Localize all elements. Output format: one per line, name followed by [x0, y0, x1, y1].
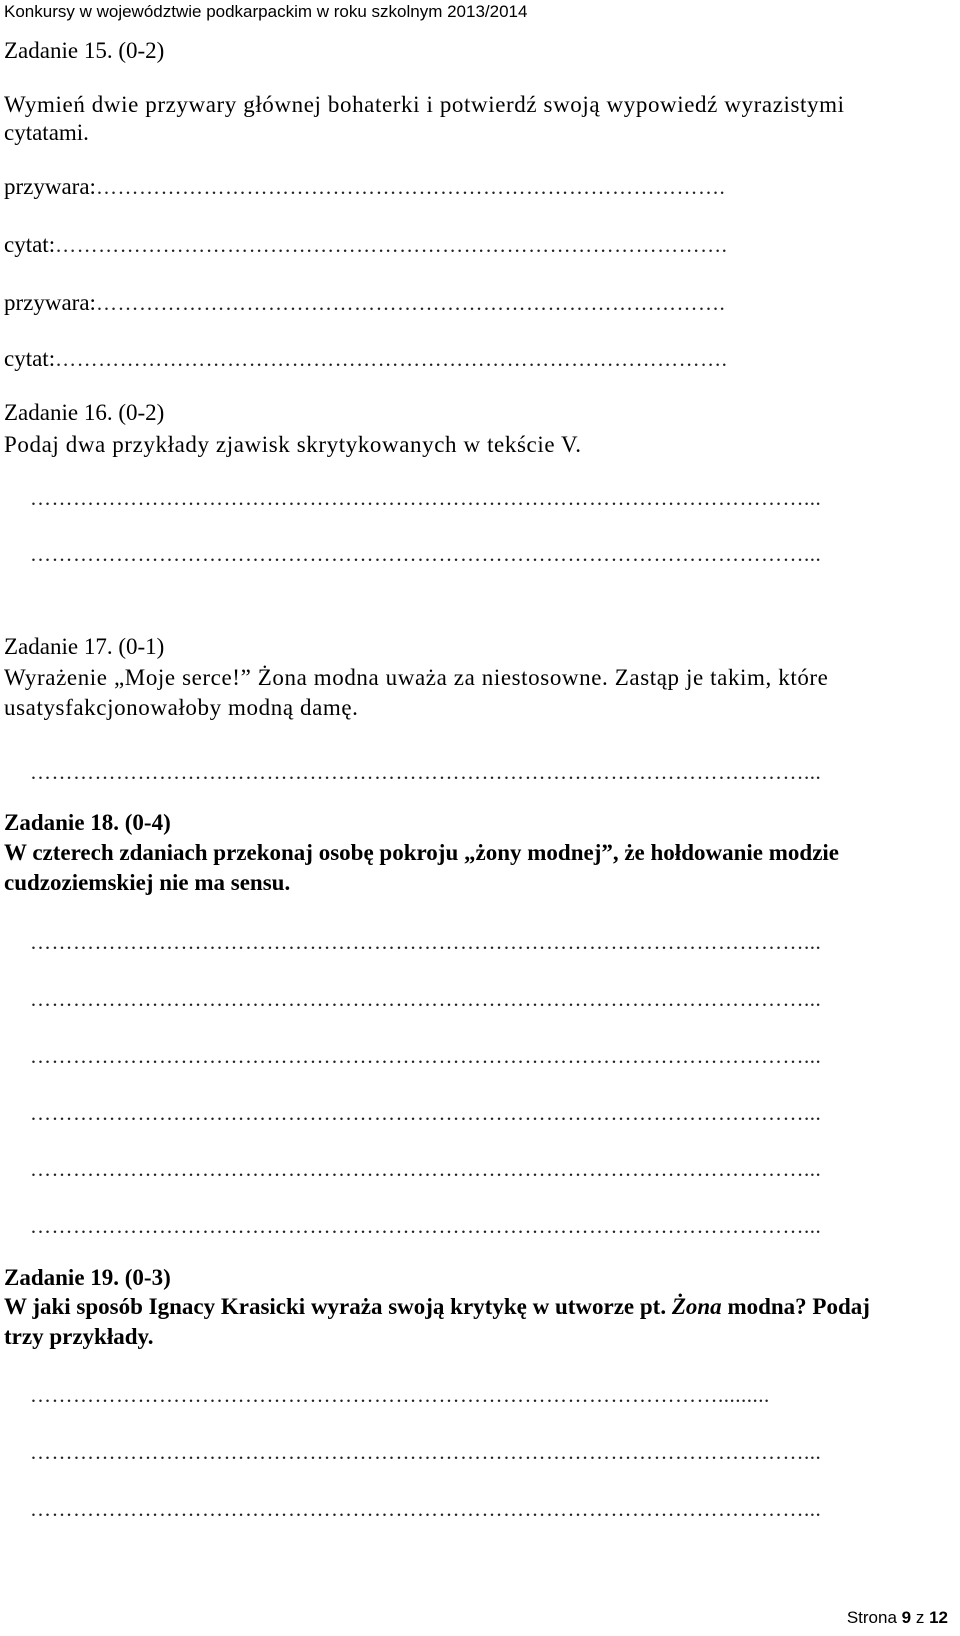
task18-answer-line-1[interactable]: ………………………………………………………………………………………………...	[30, 930, 822, 954]
task16-title: Zadanie 16. (0-2)	[4, 400, 165, 425]
page-prefix: Strona	[846, 1608, 897, 1627]
task19-instruction-title-italic: Żona	[671, 1294, 722, 1319]
task18-answer-line-2[interactable]: ………………………………………………………………………………………………...	[30, 987, 822, 1011]
task18-answer-line-5[interactable]: ………………………………………………………………………………………………...	[30, 1157, 822, 1181]
task16-instruction: Podaj dwa przykłady zjawisk skrytykowanych w tekście V.	[4, 432, 582, 457]
page-separator: z	[915, 1608, 925, 1627]
quote2-label: cytat:	[4, 346, 56, 371]
flaw2-dotted-field[interactable]: …………………………………………………………………………….	[95, 291, 726, 315]
task19-answer-line-3[interactable]: ………………………………………………………………………………………………...	[30, 1497, 822, 1521]
task17-instruction-line2: usatysfakcjonowałoby modną damę.	[4, 695, 359, 720]
flaw1-label: przywara:	[4, 174, 96, 199]
task19-answer-line-1[interactable]: …………………………………………………………………………………….........	[30, 1383, 770, 1407]
task17-instruction-line1: Wyrażenie „Moje serce!” Żona modna uważa za niestosowne. Zastąp je takim, które	[4, 665, 829, 690]
task18-instruction-line1: W czterech zdaniach przekonaj osobę pokroju „żony modnej”, że hołdowanie modzie	[4, 840, 839, 865]
page-total: 12	[929, 1608, 948, 1627]
task19-answer-line-2[interactable]: ………………………………………………………………………………………………...	[30, 1440, 822, 1464]
task18-instruction-line2: cudzoziemskiej nie ma sensu.	[4, 870, 291, 895]
quote1-dotted-field[interactable]: ………………………………………………………………………………….	[55, 233, 728, 257]
task19-instruction-part1: W jaki sposób Ignacy Krasicki wyraża swoją krytykę w utworze pt.	[4, 1294, 672, 1319]
task19-title: Zadanie 19. (0-3)	[4, 1265, 171, 1290]
flaw2-answer-line[interactable]	[4, 290, 725, 316]
task18-answer-line-6[interactable]: ………………………………………………………………………………………………...	[30, 1214, 822, 1238]
quote2-dotted-field[interactable]: ………………………………………………………………………………….	[55, 347, 728, 371]
task17-answer-line-1[interactable]: ………………………………………………………………………………………………...	[30, 760, 822, 784]
task17-title: Zadanie 17. (0-1)	[4, 634, 165, 659]
task16-answer-line-2[interactable]: ………………………………………………………………………………………………...	[30, 542, 822, 566]
quote1-answer-line[interactable]	[4, 232, 727, 258]
task19-instruction-part2: modna? Podaj	[721, 1294, 870, 1319]
quote1-label: cytat:	[4, 232, 56, 257]
task15-instruction-line2: cytatami.	[4, 120, 89, 145]
task18-answer-line-4[interactable]: ………………………………………………………………………………………………...	[30, 1101, 822, 1125]
page-current: 9	[901, 1608, 912, 1627]
task15-title: Zadanie 15. (0-2)	[4, 38, 165, 63]
task15-instruction-line1: Wymień dwie przywary głównej bohaterki i potwierdź swoją wypowiedź wyrazistymi	[4, 92, 845, 117]
task16-answer-line-1[interactable]: ………………………………………………………………………………………………...	[30, 486, 822, 510]
page-number	[847, 1608, 948, 1628]
task19-instruction-line1	[4, 1294, 870, 1320]
page-header	[4, 2, 527, 22]
quote2-answer-line[interactable]	[4, 346, 727, 372]
flaw1-answer-line[interactable]	[4, 174, 725, 200]
task18-title: Zadanie 18. (0-4)	[4, 810, 171, 835]
flaw1-dotted-field[interactable]: …………………………………………………………………………….	[95, 175, 726, 199]
header-text: Konkursy w województwie podkarpackim w roku szkolnym 2013/2014	[4, 2, 528, 21]
task19-instruction-line2: trzy przykłady.	[4, 1324, 154, 1349]
flaw2-label: przywara:	[4, 290, 96, 315]
task18-answer-line-3[interactable]: ………………………………………………………………………………………………...	[30, 1044, 822, 1068]
